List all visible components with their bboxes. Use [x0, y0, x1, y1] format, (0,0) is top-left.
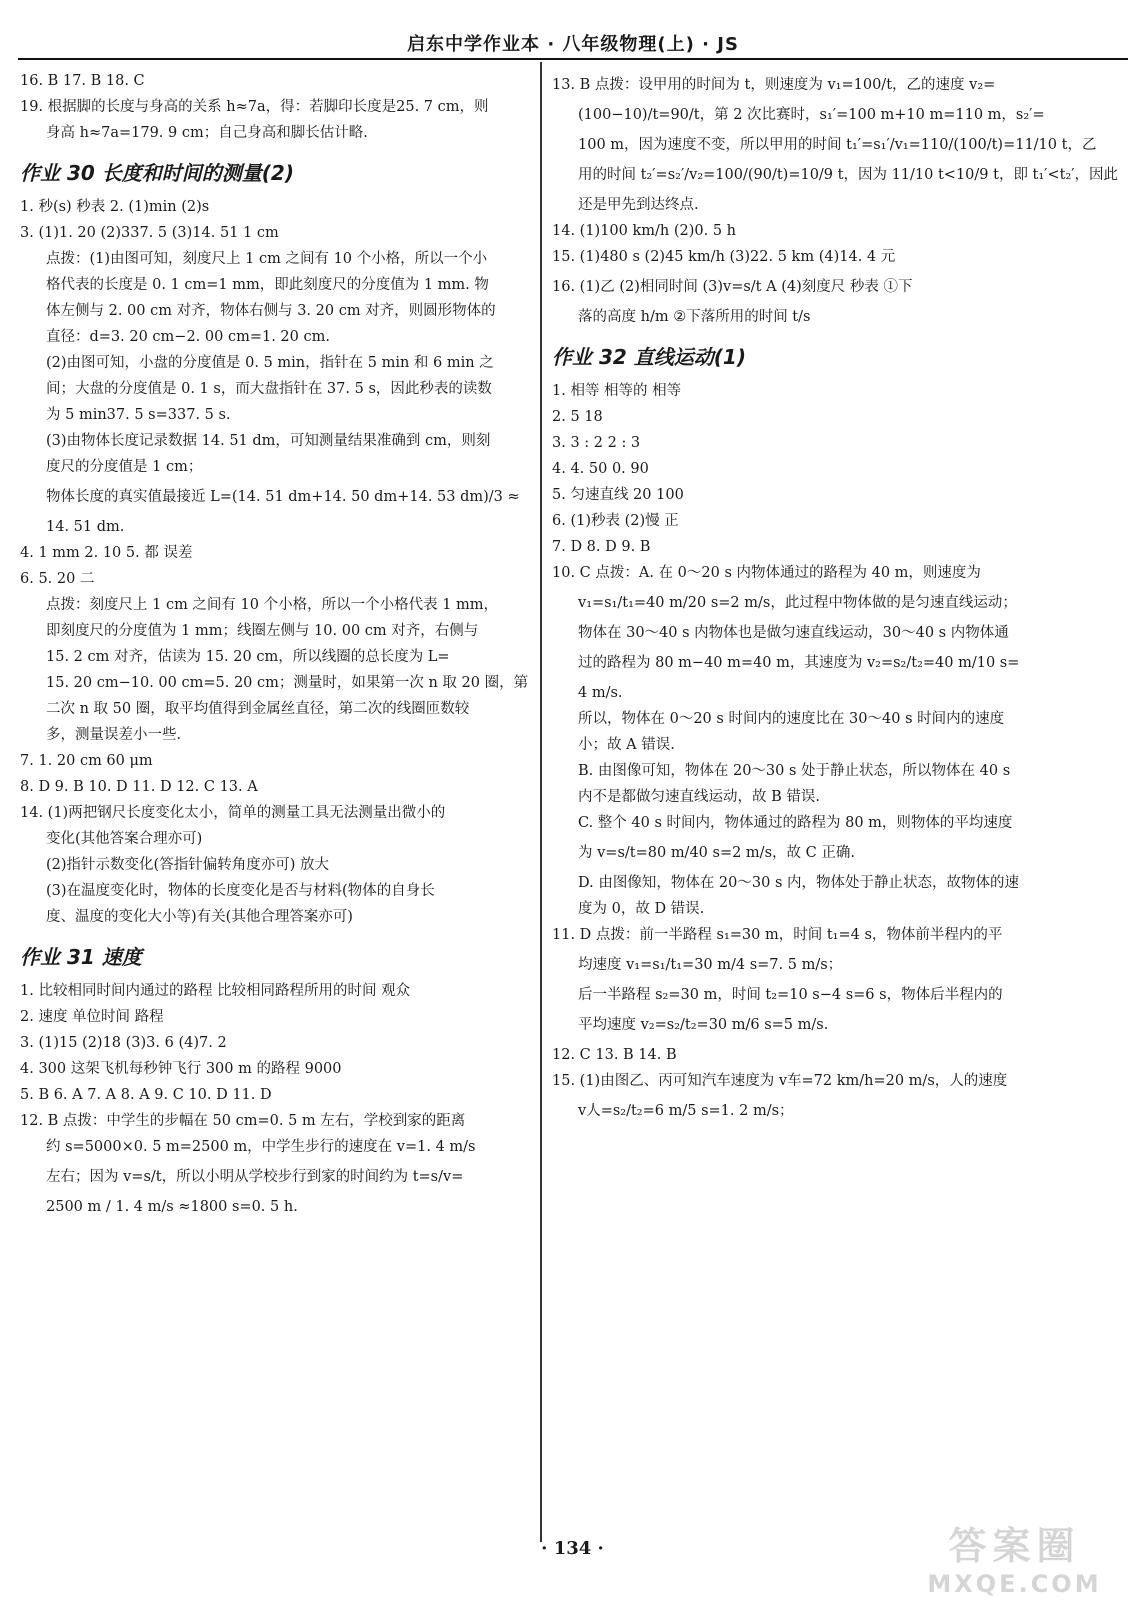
- answer-line: 15. (1)480 s (2)45 km/h (3)22. 5 km (4)14. 4 元: [552, 249, 896, 265]
- hint-line: 度尺的分度值是 1 cm；: [46, 459, 203, 475]
- answer-line: 1. 秒(s) 秒表 2. (1)min (2)s: [20, 199, 210, 215]
- hint-formula-line: 过的路程为 80 m−40 m=40 m，其速度为 v₂=s₂/t₂=40 m/10 s=: [578, 655, 1020, 671]
- hint-line: 后一半路程 s₂=30 m，时间 t₂=10 s−4 s=6 s，物体后半程内的: [578, 987, 1003, 1003]
- answer-line: 11. D 点拨：前一半路程 s₁=30 m，时间 t₁=4 s，物体前半程内的平: [552, 927, 1003, 943]
- watermark-logo: [912, 1515, 1117, 1598]
- hint-line: 14. 51 dm.: [46, 519, 125, 535]
- answer-line: 1. 相等 相等的 相等: [552, 383, 682, 399]
- hint-line: 约 s=5000×0. 5 m=2500 m，中学生步行的速度在 v=1. 4 m/s: [46, 1139, 476, 1155]
- answer-line: (3)在温度变化时，物体的长度变化是否与材料(物体的自身长: [46, 883, 435, 899]
- answer-line: 16. (1)乙 (2)相同时间 (3)v=s/t A (4)刻度尺 秒表 ①下: [552, 279, 913, 295]
- answer-line: 10. C 点拨：A. 在 0～20 s 内物体通过的路程为 40 m，则速度为: [552, 565, 981, 581]
- answer-line: 5. B 6. A 7. A 8. A 9. C 10. D 11. D: [20, 1087, 272, 1103]
- answer-line: 8. D 9. B 10. D 11. D 12. C 13. A: [20, 779, 258, 795]
- hint-line: 多，测量误差小一些.: [46, 727, 182, 743]
- hint-formula-line: (100−10)/t=90/t，第 2 次比赛时，s₁′=100 m+10 m=110 m，s₂′=: [578, 107, 1045, 123]
- hint-line: 点拨：刻度尺上 1 cm 之间有 10 个小格，所以一个小格代表 1 mm，: [46, 597, 499, 613]
- answer-line: 2. 5 18: [552, 409, 603, 425]
- hint-formula-line: 物体长度的真实值最接近 L=(14. 51 dm+14. 50 dm+14. 53 dm)/3 ≈: [46, 489, 520, 505]
- hint-formula-line: v人=s₂/t₂=6 m/5 s=1. 2 m/s；: [578, 1103, 794, 1119]
- hint-line: C. 整个 40 s 时间内，物体通过的路程为 80 m，则物体的平均速度: [578, 815, 1013, 831]
- column-divider: [540, 62, 542, 1542]
- answer-line: 4. 300 这架飞机每秒钟飞行 300 m 的路程 9000: [20, 1061, 342, 1077]
- hint-line: 内不是都做匀速直线运动，故 B 错误.: [578, 789, 820, 805]
- answer-line: 度、温度的变化大小等)有关(其他合理答案亦可): [46, 909, 353, 925]
- book-title: 启东中学作业本 · 八年级物理(上) · JS: [407, 34, 739, 55]
- answer-line: 身高 h≈7a=179. 9 cm；自己身高和脚长估计略.: [46, 125, 368, 141]
- answer-line: 5. 匀速直线 20 100: [552, 487, 684, 503]
- answer-line: 落的高度 h/m ②下落所用的时间 t/s: [578, 309, 811, 325]
- right-column: [552, 66, 1119, 1130]
- answer-line: 6. (1)秒表 (2)慢 正: [552, 513, 679, 529]
- hint-line: D. 由图像知，物体在 20～30 s 内，物体处于静止状态，故物体的速: [578, 875, 1019, 891]
- hint-formula-line: 左右；因为 v=s/t，所以小明从学校步行到家的时间约为 t=s/v=: [46, 1169, 464, 1185]
- hint-line: 物体在 30～40 s 内物体也是做匀速直线运动，30～40 s 内物体通: [578, 625, 1009, 641]
- hint-line: 格代表的长度是 0. 1 cm=1 mm，即此刻度尺的分度值为 1 mm. 物: [46, 277, 489, 293]
- answer-line: 19. 根据脚的长度与身高的关系 h≈7a，得：若脚印长度是25. 7 cm，则: [20, 99, 489, 115]
- answer-line: 1. 比较相同时间内通过的路程 比较相同路程所用的时间 观众: [20, 983, 411, 999]
- page-number: · 134 ·: [541, 1538, 604, 1559]
- hint-line: B. 由图像可知，物体在 20～30 s 处于静止状态，所以物体在 40 s: [578, 763, 1011, 779]
- answer-line: 6. 5. 20 二: [20, 571, 95, 587]
- answer-line: 13. B 点拨：设甲用的时间为 t，则速度为 v₁=100/t，乙的速度 v₂=: [552, 77, 996, 93]
- answer-line: 12. B 点拨：中学生的步幅在 50 cm=0. 5 m 左右，学校到家的距离: [20, 1113, 466, 1129]
- hint-line: 即刻度尺的分度值为 1 mm；线圈左侧与 10. 00 cm 对齐，右侧与: [46, 623, 479, 639]
- answer-line: 14. (1)两把钢尺长度变化太小，简单的测量工具无法测量出微小的: [20, 805, 446, 821]
- hint-line: (3)由物体长度记录数据 14. 51 dm，可知测量结果准确到 cm，则刻: [46, 433, 491, 449]
- watermark-text-top: 答案圈: [948, 1524, 1081, 1568]
- hint-line: 间；大盘的分度值是 0. 1 s，而大盘指针在 37. 5 s，因此秒表的读数: [46, 381, 492, 397]
- left-column: [20, 66, 529, 1226]
- hint-formula-line: 为 v=s/t=80 m/40 s=2 m/s，故 C 正确.: [578, 845, 855, 861]
- hint-formula-line: v₁=s₁/t₁=40 m/20 s=2 m/s，此过程中物体做的是匀速直线运动；: [578, 595, 1017, 611]
- hint-line: 4 m/s.: [578, 685, 623, 701]
- hint-line: 度为 0，故 D 错误.: [578, 901, 705, 917]
- answer-line: 2. 速度 单位时间 路程: [20, 1009, 164, 1025]
- hint-line: 所以，物体在 0～20 s 时间内的速度比在 30～40 s 时间内的速度: [578, 711, 1005, 727]
- answer-line: 12. C 13. B 14. B: [552, 1047, 677, 1063]
- hint-line: 体左侧与 2. 00 cm 对齐，物体右侧与 3. 20 cm 对齐，则圆形物体的: [46, 303, 496, 319]
- answer-line: 7. 1. 20 cm 60 μm: [20, 753, 153, 769]
- answer-line: 15. (1)由图乙、丙可知汽车速度为 v车=72 km/h=20 m/s，人的速度: [552, 1073, 1008, 1089]
- answer-line: 14. (1)100 km/h (2)0. 5 h: [552, 223, 737, 239]
- answer-line: 变化(其他答案合理亦可): [46, 831, 203, 847]
- section-heading-31: 作业 31 速度: [20, 945, 142, 969]
- answer-line: 7. D 8. D 9. B: [552, 539, 651, 555]
- hint-line: 直径：d=3. 20 cm−2. 00 cm=1. 20 cm.: [46, 329, 330, 345]
- hint-formula-line: 2500 m / 1. 4 m/s ≈1800 s=0. 5 h.: [46, 1199, 298, 1215]
- hint-formula-line: 平均速度 v₂=s₂/t₂=30 m/6 s=5 m/s.: [578, 1017, 829, 1033]
- page-header: [18, 28, 1128, 60]
- hint-formula-line: 均速度 v₁=s₁/t₁=30 m/4 s=7. 5 m/s；: [578, 957, 843, 973]
- hint-line: 点拨：(1)由图可知，刻度尺上 1 cm 之间有 10 个小格，所以一个小: [46, 251, 488, 267]
- hint-line: 二次 n 取 50 圈，取平均值得到金属丝直径，第二次的线圈匝数较: [46, 701, 470, 717]
- hint-line: 小；故 A 错误.: [578, 737, 675, 753]
- watermark-text-bottom: MXQE.COM: [927, 1570, 1102, 1598]
- section-heading-32: 作业 32 直线运动(1): [552, 345, 746, 369]
- hint-formula-line: 100 m，因为速度不变，所以甲用的时间 t₁′=s₁′/v₁=110/(100/t)=11/10 t，乙: [578, 137, 1097, 153]
- answer-line: 4. 1 mm 2. 10 5. 都 误差: [20, 545, 193, 561]
- hint-line: 为 5 min37. 5 s=337. 5 s.: [46, 407, 231, 423]
- answer-line: 4. 4. 50 0. 90: [552, 461, 649, 477]
- answer-line: 3. 3 : 2 2 : 3: [552, 435, 641, 451]
- hint-line: (2)由图可知，小盘的分度值是 0. 5 min，指针在 5 min 和 6 min 之: [46, 355, 494, 371]
- hint-line: 15. 20 cm−10. 00 cm=5. 20 cm；测量时，如果第一次 n 取 20 圈，第: [46, 675, 529, 691]
- answer-line: 3. (1)1. 20 (2)337. 5 (3)14. 51 1 cm: [20, 225, 279, 241]
- hint-line: 还是甲先到达终点.: [578, 197, 699, 213]
- answer-line: 3. (1)15 (2)18 (3)3. 6 (4)7. 2: [20, 1035, 227, 1051]
- answer-line: (2)指针示数变化(答指针偏转角度亦可) 放大: [46, 857, 329, 873]
- answer-line: 16. B 17. B 18. C: [20, 73, 145, 89]
- hint-line: 15. 2 cm 对齐，估读为 15. 20 cm，所以线圈的总长度为 L=: [46, 649, 450, 665]
- section-heading-30: 作业 30 长度和时间的测量(2): [20, 161, 294, 185]
- hint-formula-line: 用的时间 t₂′=s₂′/v₂=100/(90/t)=10/9 t，因为 11/10 t<10/9 t，即 t₁′<t₂′，因此: [578, 167, 1119, 183]
